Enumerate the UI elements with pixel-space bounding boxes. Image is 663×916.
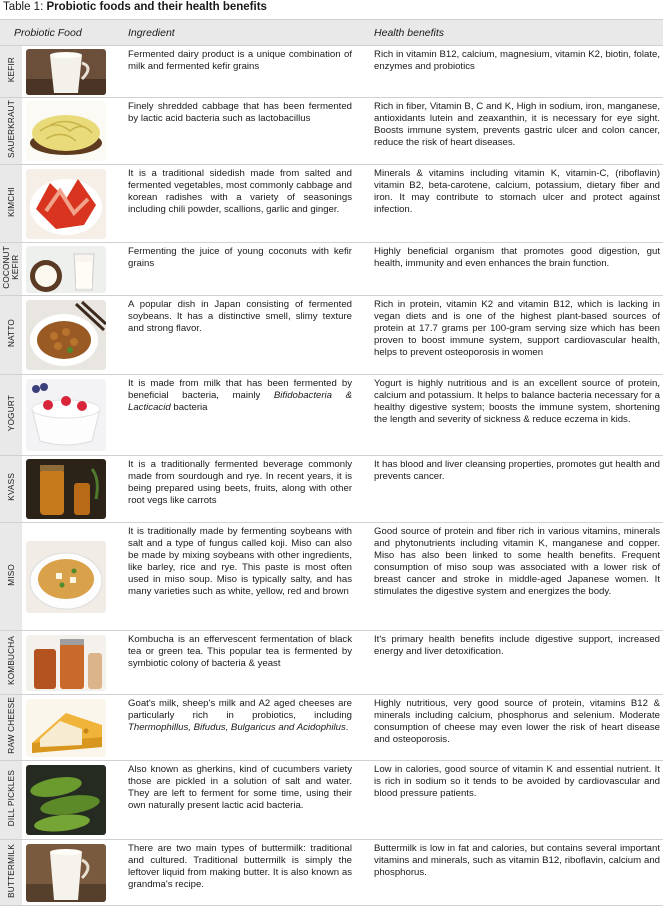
sauerkraut-bowl-image: [26, 101, 106, 161]
food-name-cell: [0, 695, 22, 761]
benefits-cell: Rich in fiber, Vitamin B, C and K, High in sodium, iron, manganese, antioxidants lutein and zeaxanthin, it is necessary for eye sight. Boosts immune system, prevents gastric ulcer and colon cancer, reduce the risk of heart diseases.: [358, 98, 663, 165]
kvass-jar-image: [26, 459, 106, 519]
food-name-cell: [0, 523, 22, 631]
ingredient-cell: Also known as gherkins, kind of cucumbers variety those are pickled in a solution of salt and water. They are left to ferment for some time, using their own naturally present lactic acid bacteria.: [110, 761, 358, 840]
header-benefits: Health benefits: [358, 20, 663, 46]
kombucha-jars-image: [26, 635, 106, 691]
food-name: KEFIR: [6, 56, 16, 83]
ingredient-cell: There are two main types of buttermilk: traditional and cultured. Traditional buttermilk is simply the leftover liquid from making butter. It is also known as grandma's recipe.: [110, 840, 358, 906]
ingredient-cell: [110, 695, 358, 761]
food-name-cell: [0, 165, 22, 243]
food-name: KOMBUCHA: [6, 635, 16, 685]
table-row: [0, 523, 663, 631]
benefits-cell: Yogurt is highly nutritious and is an excellent source of protein, calcium and potassium. It helps to balance bacteria necessary for a healthy digestive system; boosts the immune system, shortening the length and severity of sickness & reduce eczema in kids.: [358, 375, 663, 456]
benefits-cell: It's primary health benefits include digestive support, increased energy and liver detoxification.: [358, 631, 663, 695]
ingredient-cell: [110, 375, 358, 456]
table-row: [0, 375, 663, 456]
food-name: BUTTERMILK: [6, 843, 16, 898]
benefits-cell: Buttermilk is low in fat and calories, but contains several important vitamins and minerals, such as vitamin B12, riboflavin, calcium and phosphorus.: [358, 840, 663, 906]
table-header-row: [0, 20, 663, 46]
food-name: SAUERKRAUT: [6, 99, 16, 158]
dill-pickles-image: [26, 765, 106, 835]
miso-soup-image: [26, 541, 106, 613]
cheese-wedges-image: [26, 699, 106, 757]
table-caption: [3, 0, 267, 16]
food-name: COCONUT KEFIR: [2, 245, 20, 289]
food-name: DILL PICKLES: [6, 769, 16, 827]
benefits-cell: Highly beneficial organism that promotes good digestion, gut health, immunity and even enhances the brain function.: [358, 243, 663, 296]
benefits-cell: Rich in vitamin B12, calcium, magnesium, vitamin K2, biotin, folate, enzymes and probiotics: [358, 46, 663, 98]
buttermilk-glass-image: [26, 844, 106, 902]
food-name-cell: [0, 840, 22, 906]
food-name-cell: [0, 456, 22, 523]
ingredient-cell: Finely shredded cabbage that has been fermented by lactic acid bacteria such as lactobacillus: [110, 98, 358, 165]
ingredient-italic: Bifidobacteria & Lacticacid: [128, 390, 353, 414]
caption-title: Probiotic foods and their health benefits: [46, 1, 267, 13]
food-name-cell: [0, 46, 22, 98]
table-row: [0, 46, 663, 98]
ingredient-cell: Kombucha is an effervescent fermentation of black tea or green tea. This popular tea is fermented by symbiotic colony of bacteria & yeast: [110, 631, 358, 695]
food-name-cell: [0, 296, 22, 375]
ingredient-text: bacteria: [170, 402, 208, 414]
header-food: Probiotic Food: [0, 20, 110, 46]
food-name: NATTO: [6, 318, 16, 347]
ingredient-cell: A popular dish in Japan consisting of fermented soybeans. It has a distinctive smell, slimy texture and strong flavor.: [110, 296, 358, 375]
ingredient-cell: It is a traditional sidedish made from salted and fermented vegetables, most commonly cabbage and korean radishes with a variety of seasonings including chili powder, scallions, garlic and ginger.: [110, 165, 358, 243]
header-ingredient: Ingredient: [110, 20, 358, 46]
caption-prefix: Table 1:: [3, 1, 47, 13]
food-name-cell: [0, 631, 22, 695]
table-row: [0, 243, 663, 296]
benefits-cell: Rich in protein, vitamin K2 and vitamin B12, which is lacking in vegan diets and is one of the highest plant-based sources of protein at 17.7 grams per 100-gram serving size which has been proven to boost immune system, support cardiovascular health, helps to prevent osteoporosis in women: [358, 296, 663, 375]
coconut-kefir-image: [26, 246, 106, 293]
ingredient-cell: Fermented dairy product is a unique combination of milk and fermented kefir grains: [110, 46, 358, 98]
benefits-cell: It has blood and liver cleansing properties, promotes gut health and prevents cancer.: [358, 456, 663, 523]
kefir-glass-image: [26, 49, 106, 95]
table-row: [0, 631, 663, 695]
ingredient-text: .: [345, 722, 349, 734]
food-name-cell: [0, 375, 22, 456]
probiotic-table: [0, 19, 663, 906]
food-name-cell: [0, 243, 22, 296]
table-row: [0, 456, 663, 523]
food-name: KVASS: [6, 473, 16, 501]
ingredient-cell: Fermenting the juice of young coconuts with kefir grains: [110, 243, 358, 296]
food-name-cell: [0, 761, 22, 840]
benefits-cell: Highly nutritious, very good source of protein, vitamins B12 & minerals including calcium, phosphorus and selenium. Moderate consumption of cheese may even lower the risk of heart disease and osteoporosis.: [358, 695, 663, 761]
benefits-cell: Minerals & vitamins including vitamin K, vitamin-C, (riboflavin) vitamin B2, beta-carotene, calcium, potassium, dietary fiber and iron. It may contribute to stomach ulcer and protect against infection.: [358, 165, 663, 243]
food-name-cell: [0, 98, 22, 165]
ingredient-text: It is made from milk that has been fermented by beneficial bacteria, mainly: [128, 378, 353, 402]
benefits-cell: Good source of protein and fiber rich in various vitamins, minerals and phytonutrients including vitamin K, manganese and copper. Miso has also been linked to some health benefits. Frequent consumption of miso soup was associated with a lower risk of breast cancer and stroke in middle-aged Japanese women. It stimulates the digestive system and energizes the body.: [358, 523, 663, 631]
table-row: [0, 840, 663, 906]
food-name: RAW CHEESE: [6, 697, 16, 754]
table-row: [0, 695, 663, 761]
ingredient-cell: It is traditionally made by fermenting soybeans with salt and a type of fungus called koji. Miso can also be made by mixing soybeans with other ingredients, like barley, rice and rye. This paste is most often used in miso soup. Miso is typically salty, and has many varieties such as white, yellow, red and brown: [110, 523, 358, 631]
ingredient-text: Goat's milk, sheep's milk and A2 aged cheeses are particularly rich in probiotics, including: [128, 698, 353, 722]
table-row: [0, 296, 663, 375]
table-row: [0, 98, 663, 165]
yogurt-bowl-image: [26, 379, 106, 451]
table-row: [0, 165, 663, 243]
food-name: KIMCHI: [6, 186, 16, 217]
food-name: YOGURT: [6, 394, 16, 431]
benefits-cell: Low in calories, good source of vitamin K and essential nutrient. It is rich in sodium so it tends to be avoided by cardiovascular and blood pressure patients.: [358, 761, 663, 840]
food-name: MISO: [6, 563, 16, 586]
kimchi-dish-image: [26, 169, 106, 239]
ingredient-cell: It is a traditionally fermented beverage commonly made from sourdough and rye. In recent years, it is being prepared using beets, fruits, along with other root vegs like carrots: [110, 456, 358, 523]
ingredient-italic: Thermophillus, Bifudus, Bulgaricus and Acidophilus: [128, 722, 346, 734]
table-row: [0, 761, 663, 840]
natto-bowl-image: [26, 300, 106, 370]
